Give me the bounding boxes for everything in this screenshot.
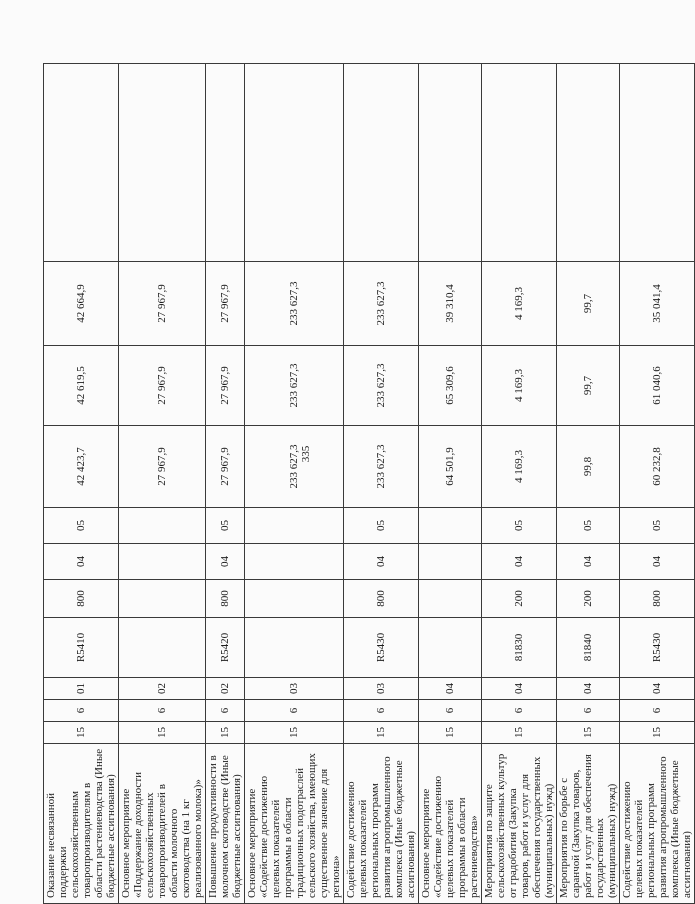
cell-section: 15 [419,722,482,744]
cell-sub-code [419,508,482,544]
cell-sub-code: 05 [557,508,620,544]
page-number: 335 [300,445,312,463]
cell-expense-type: 800 [344,580,419,618]
cell-empty [620,64,695,262]
cell-year-3: 99,7 [557,262,620,346]
cell-subsection: 6 [557,700,620,722]
cell-empty [206,64,245,262]
row-name: Повышение продуктивности в молочном скотоводстве (Иные бюджетные ассигнования) [206,744,245,904]
cell-program: 04 [620,678,695,700]
table-row [119,64,206,904]
cell-expense-type [245,580,344,618]
cell-empty [344,64,419,262]
table-row [620,64,695,904]
cell-program: 03 [245,678,344,700]
table-row [344,64,419,904]
budget-table-page [43,64,693,904]
cell-program: 04 [419,678,482,700]
cell-expense-type: 200 [557,580,620,618]
cell-admin-code: 04 [482,544,557,580]
row-name: Оказание несвязанной поддержки сельскохозяйственным товаропроизводителям в области растениеводства (Иные бюджетные ассигнования) [44,744,119,904]
cell-year-1: 64 501,9 [419,426,482,508]
cell-subsection: 6 [419,700,482,722]
cell-section: 15 [344,722,419,744]
cell-admin-code [119,544,206,580]
cell-program: 02 [206,678,245,700]
cell-subsection: 6 [44,700,119,722]
budget-table [43,63,695,904]
cell-subsection: 6 [620,700,695,722]
cell-empty [119,64,206,262]
cell-program: 03 [344,678,419,700]
cell-admin-code [245,544,344,580]
cell-section: 15 [44,722,119,744]
cell-admin-code: 04 [344,544,419,580]
cell-empty [44,64,119,262]
cell-year-2: 99,7 [557,346,620,426]
cell-year-2: 27 967,9 [119,346,206,426]
cell-sub-code: 05 [344,508,419,544]
row-name: Содействие достижению целевых показателей региональных программ развития агропромышленного комплекса (Иные бюджетные ассигнования) [344,744,419,904]
cell-year-2: 61 040,6 [620,346,695,426]
cell-sub-code [119,508,206,544]
cell-year-3: 35 041,4 [620,262,695,346]
row-name: Основное мероприятие «Поддержание доходности сельскохозяйственных товаропроизводителей в области молочного скотоводства (на 1 кг реализованного молока)» [119,744,206,904]
cell-subsection: 6 [344,700,419,722]
cell-program: 02 [119,678,206,700]
cell-section: 15 [119,722,206,744]
cell-target-code: 81830 [482,618,557,678]
table-row [245,64,344,904]
cell-section: 15 [245,722,344,744]
cell-subsection: 6 [482,700,557,722]
cell-sub-code [245,508,344,544]
cell-year-3: 233 627,3 [344,262,419,346]
cell-year-3: 233 627,3 [245,262,344,346]
cell-target-code: R5420 [206,618,245,678]
cell-subsection: 6 [119,700,206,722]
row-name: Мероприятия по защите сельскохозяйственных культур от градобития (Закупка товаров, работ и услуг для обеспечения государственных (муниципальных) нужд) [482,744,557,904]
cell-sub-code: 05 [206,508,245,544]
cell-expense-type: 200 [482,580,557,618]
cell-target-code: R5410 [44,618,119,678]
table-row [44,64,119,904]
cell-empty [245,64,344,262]
cell-target-code: 81840 [557,618,620,678]
row-name: Мероприятия по борьбе с саранчой (Закупка товаров, работ и услуг для обеспечения государственных (муниципальных) нужд) [557,744,620,904]
cell-year-2: 233 627,3 [344,346,419,426]
cell-section: 15 [206,722,245,744]
cell-year-3: 4 169,3 [482,262,557,346]
cell-program: 04 [482,678,557,700]
cell-target-code [419,618,482,678]
cell-expense-type: 800 [620,580,695,618]
cell-section: 15 [620,722,695,744]
cell-subsection: 6 [206,700,245,722]
cell-year-1: 27 967,9 [119,426,206,508]
table-row [557,64,620,904]
cell-year-1: 233 627,3 [344,426,419,508]
cell-admin-code: 04 [206,544,245,580]
cell-section: 15 [482,722,557,744]
cell-year-3: 27 967,9 [119,262,206,346]
cell-admin-code: 04 [44,544,119,580]
cell-expense-type [419,580,482,618]
cell-expense-type [119,580,206,618]
cell-program: 01 [44,678,119,700]
cell-year-1: 60 232,8 [620,426,695,508]
cell-year-2: 27 967,9 [206,346,245,426]
cell-admin-code: 04 [620,544,695,580]
row-name: Основное мероприятие «Содействие достижению целевых показателей программы в области традиционных подотраслей сельского хозяйства, имеющих существенное значение для региона» [245,744,344,904]
cell-target-code [119,618,206,678]
cell-target-code [245,618,344,678]
cell-sub-code: 05 [482,508,557,544]
cell-admin-code [419,544,482,580]
cell-year-1: 27 967,9 [206,426,245,508]
cell-section: 15 [557,722,620,744]
cell-subsection: 6 [245,700,344,722]
cell-year-3: 42 664,9 [44,262,119,346]
cell-year-2: 233 627,3 [245,346,344,426]
cell-target-code: R5430 [344,618,419,678]
cell-sub-code: 05 [620,508,695,544]
cell-empty [419,64,482,262]
table-row [482,64,557,904]
cell-admin-code: 04 [557,544,620,580]
cell-year-2: 42 619,5 [44,346,119,426]
row-name: Содействие достижению целевых показателей региональных программ развития агропромышленного комплекса (Иные бюджетные ассигнования) [620,744,695,904]
cell-target-code: R5430 [620,618,695,678]
cell-year-3: 39 310,4 [419,262,482,346]
cell-year-2: 65 309,6 [419,346,482,426]
row-name: Основное мероприятие «Содействие достижению целевых показателей программы в области растениеводства» [419,744,482,904]
cell-empty [482,64,557,262]
cell-year-1: 233 627,3 [245,426,344,508]
cell-year-1: 4 169,3 [482,426,557,508]
cell-program: 04 [557,678,620,700]
cell-year-2: 4 169,3 [482,346,557,426]
table-row [206,64,245,904]
cell-expense-type: 800 [44,580,119,618]
cell-sub-code: 05 [44,508,119,544]
table-row [419,64,482,904]
cell-expense-type: 800 [206,580,245,618]
cell-year-3: 27 967,9 [206,262,245,346]
cell-year-1: 42 423,7 [44,426,119,508]
cell-empty [557,64,620,262]
cell-year-1: 99,8 [557,426,620,508]
